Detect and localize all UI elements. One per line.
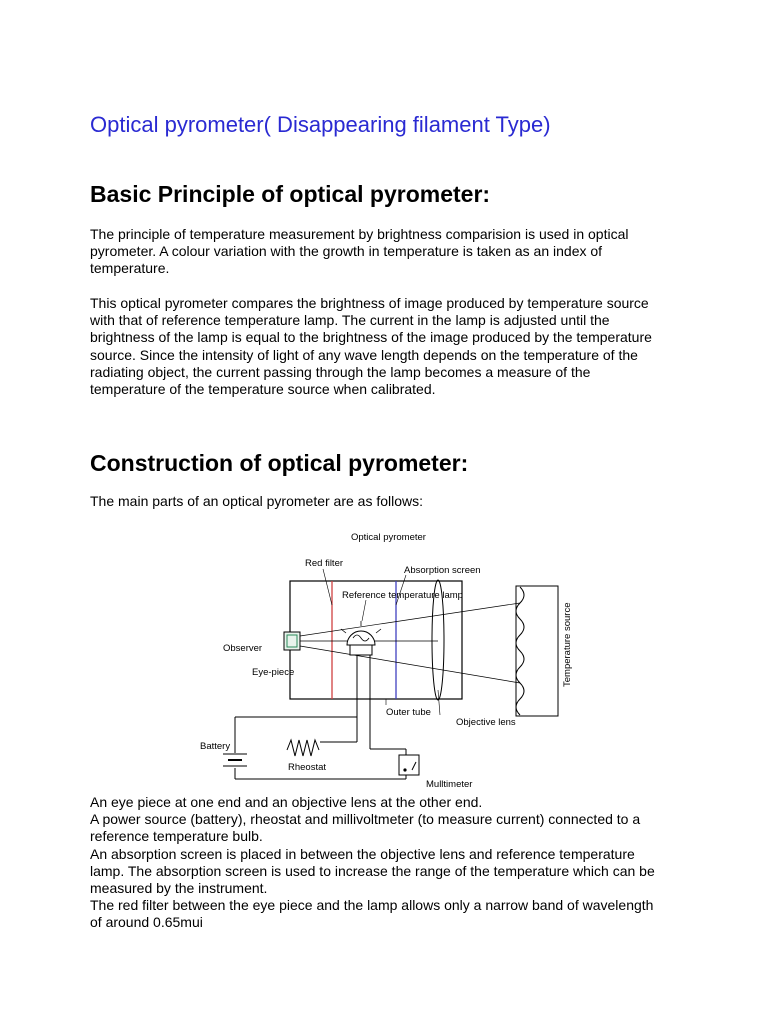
label-red-filter: Red filter bbox=[305, 558, 344, 569]
text-line: measured by the instrument. bbox=[90, 880, 268, 897]
label-rheostat: Rheostat bbox=[288, 762, 327, 773]
text-line: source. Since the intensity of light of any wave length depends on the temperature of the bbox=[90, 346, 638, 363]
label-multimeter: Mulltimeter bbox=[426, 779, 473, 790]
label-observer: Observer bbox=[223, 643, 263, 654]
multimeter bbox=[399, 755, 419, 775]
optical-pyrometer-diagram bbox=[190, 525, 590, 793]
principle-heading: Basic Principle of optical pyrometer: bbox=[90, 181, 491, 207]
temperature-source-waves bbox=[516, 587, 524, 715]
text-line: with that of reference temperature lamp. The current in the lamp is adjusted until the bbox=[90, 312, 610, 329]
text-line: pyrometer. A colour variation with the growth in temperature is taken as an index of bbox=[90, 243, 603, 260]
label-absorption-screen: Absorption screen bbox=[404, 565, 481, 576]
text-line: radiating object, the current passing through the lamp becomes a measure of the bbox=[90, 363, 591, 380]
light-rays bbox=[300, 603, 520, 683]
text-line: temperature of the temperature source when calibrated. bbox=[90, 381, 436, 398]
principle-paragraph-1 bbox=[90, 226, 680, 278]
construction-intro bbox=[90, 493, 680, 510]
text-line: This optical pyrometer compares the brightness of image produced by temperature source bbox=[90, 295, 649, 311]
text-line: A power source (battery), rheostat and millivoltmeter (to measure current) connected to a bbox=[90, 811, 641, 828]
label-reference-lamp: Reference temperature lamp bbox=[342, 590, 463, 601]
rheostat bbox=[287, 740, 319, 756]
construction-heading: Construction of optical pyrometer: bbox=[90, 450, 469, 476]
text-line: temperature. bbox=[90, 260, 170, 277]
battery bbox=[223, 754, 247, 766]
label-battery: Battery bbox=[200, 741, 231, 752]
construction-parts bbox=[90, 794, 680, 932]
text-line: lamp. The absorption screen is used to increase the range of the temperature which can be bbox=[90, 862, 655, 879]
text-line: The red filter between the eye piece and the lamp allows only a narrow band of wavelength bbox=[90, 897, 654, 914]
document-title: Optical pyrometer( Disappearing filament Type) bbox=[90, 112, 551, 137]
text-line: of around 0.65mui bbox=[90, 914, 203, 931]
text-line: The main parts of an optical pyrometer are as follows: bbox=[90, 493, 424, 509]
reference-lamp bbox=[341, 621, 381, 655]
text-line: The principle of temperature measurement by brightness comparision is used in optical bbox=[90, 226, 629, 242]
label-objective-lens: Objective lens bbox=[456, 717, 516, 728]
label-eye-piece: Eye-piece bbox=[252, 667, 295, 678]
text-line: An eye piece at one end and an objective lens at the other end. bbox=[90, 794, 483, 810]
principle-paragraph-2 bbox=[90, 295, 680, 398]
text-line: brightness of the lamp is equal to the brightness of the image produced by the temperature bbox=[90, 329, 652, 346]
text-line: reference temperature bulb. bbox=[90, 828, 263, 845]
label-temperature-source: Temperature source bbox=[562, 602, 573, 687]
label-outer-tube: Outer tube bbox=[386, 707, 431, 718]
diagram-title: Optical pyrometer bbox=[351, 532, 426, 543]
text-line: An absorption screen is placed in between the objective lens and reference temperature bbox=[90, 845, 635, 862]
